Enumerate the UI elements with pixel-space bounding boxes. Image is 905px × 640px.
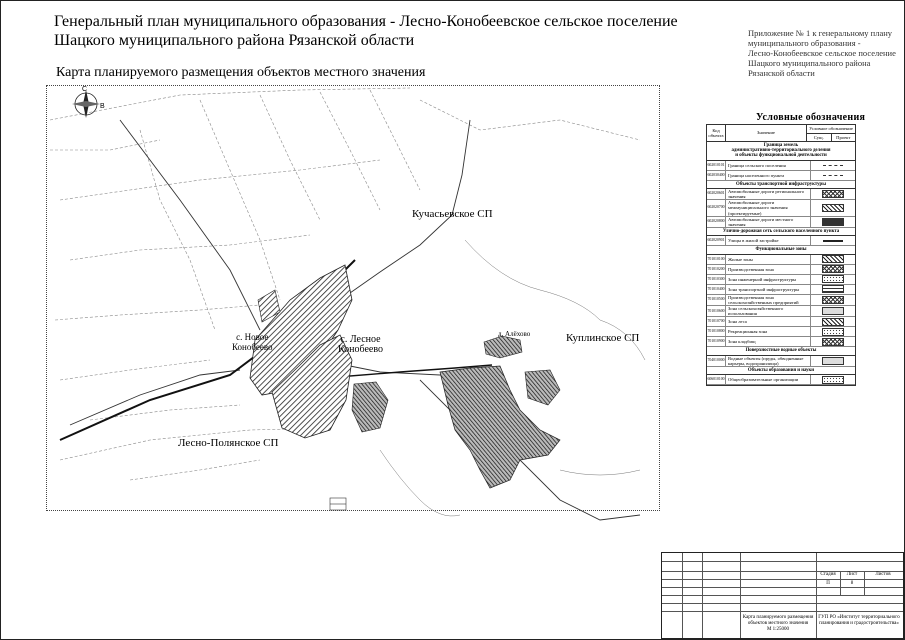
legend-swatch xyxy=(822,307,844,315)
stamp-organization: ГУП РО «Институт территориального планирования и градостроительства» xyxy=(818,615,900,626)
legend-code: 606010100 xyxy=(707,375,726,384)
legend-code: 602020700 xyxy=(707,200,726,216)
compass-rose xyxy=(72,90,100,118)
legend-code: 701010200 xyxy=(707,265,726,274)
legend-row xyxy=(707,375,855,385)
legend-row xyxy=(707,236,855,246)
legend-swatch xyxy=(823,175,843,176)
legend-symbol xyxy=(811,306,855,316)
label-novoe-konobeevo: с. Новое Конобеево xyxy=(232,332,273,352)
label-lesnoe-konobeevo: с. Лесное Конобеево xyxy=(338,334,384,355)
legend-code: 704010000 xyxy=(707,356,726,366)
production-zone-small xyxy=(525,370,560,405)
legend-title: Условные обозначения xyxy=(756,112,866,123)
title-block xyxy=(661,552,904,639)
legend-symbol xyxy=(811,275,855,284)
legend-row xyxy=(707,317,855,327)
stamp-stage-value: П xyxy=(826,581,830,586)
legend-swatch xyxy=(822,204,844,212)
legend-label: Зона сельскохозяйственного использования xyxy=(726,306,811,316)
legend-row xyxy=(707,295,855,306)
stamp-stage-label: Стадия xyxy=(820,572,836,577)
legend-swatch xyxy=(822,296,844,304)
legend-table xyxy=(706,124,856,386)
legend-code: 602020800 xyxy=(707,217,726,227)
stamp-sheet-label: Лист xyxy=(846,572,858,577)
production-zone-west xyxy=(352,382,388,432)
legend-symbol xyxy=(811,236,855,245)
legend-row xyxy=(707,327,855,337)
legend-code: 701010600 xyxy=(707,306,726,316)
legend-head-symbol: Условное обозначение xyxy=(807,125,855,134)
legend-code: 701010900 xyxy=(707,337,726,346)
legend-row xyxy=(707,356,855,367)
legend-head-existing: Сущ. xyxy=(807,134,832,141)
legend-section-title: Объекты транспортной инфраструктуры xyxy=(707,181,855,189)
legend-row xyxy=(707,337,855,347)
legend-section-title: Граница земель административно-территориального деления и объекты функциональной деятельности xyxy=(707,142,855,161)
legend-symbol xyxy=(811,200,855,216)
legend-section-title: Улично-дорожная сеть сельского населенного пункта xyxy=(707,228,855,236)
legend-code: 602020601 xyxy=(707,189,726,199)
legend-swatch xyxy=(822,265,844,273)
legend-symbol xyxy=(811,375,855,384)
legend-symbol xyxy=(811,255,855,264)
label-alekhovo: д. Алёхово xyxy=(498,330,531,338)
legend-swatch xyxy=(822,328,844,336)
legend-head-meaning: Значение xyxy=(726,125,807,141)
legend-label: Зона инженерной инфраструктуры xyxy=(726,275,811,284)
legend-section-title: Объекты образования и науки xyxy=(707,367,855,375)
legend-code: 701010400 xyxy=(707,285,726,294)
legend-row xyxy=(707,217,855,228)
legend-label: Автомобильные дороги межмуниципального значения (проектируемые) xyxy=(726,200,811,216)
legend-code: 701010300 xyxy=(707,275,726,284)
legend-code: 602030400 xyxy=(707,171,726,180)
legend-symbol xyxy=(811,327,855,336)
legend-section-title: Функциональные зоны xyxy=(707,246,855,254)
cemetery-south xyxy=(330,498,346,510)
legend-swatch xyxy=(823,240,843,242)
label-kuchasyevskoe: Кучасьевское СП xyxy=(412,208,493,220)
legend-label: Автомобильные дороги местного значения xyxy=(726,217,811,227)
legend-section-title: Поверхностные водные объекты xyxy=(707,347,855,355)
legend-code: 701010500 xyxy=(707,295,726,305)
legend-label: Зона транспортной инфраструктуры xyxy=(726,285,811,294)
legend-head-project: Проект xyxy=(836,134,851,140)
settlement-boundary xyxy=(70,120,640,520)
legend-swatch xyxy=(822,255,844,263)
stamp-sheets-label: Листов xyxy=(875,572,891,577)
legend-code: 701010100 xyxy=(707,255,726,264)
production-zone-alekhovo xyxy=(484,336,522,358)
legend-symbol xyxy=(811,285,855,294)
legend-code: 701010800 xyxy=(707,327,726,336)
stamp-sheet-value: 8 xyxy=(850,581,854,586)
legend-code: 701010700 xyxy=(707,317,726,326)
legend-swatch xyxy=(822,318,844,326)
legend-label: Производственная зона xyxy=(726,265,811,274)
legend-code: 602020901 xyxy=(707,236,726,245)
legend-symbol xyxy=(811,265,855,274)
legend-label: Зона леса xyxy=(726,317,811,326)
sheet-title: Генеральный план муниципального образования - Лесно-Конобеевское сельское поселение Шацкого муниципального района Рязанской области xyxy=(54,13,678,49)
appendix-note: Приложение № 1 к генеральному плану муниципального образования - Лесно-Конобеевское сельское поселение Шацкого муниципального района Рязанской области xyxy=(748,28,896,78)
legend-label: Граница сельского поселения xyxy=(726,161,811,170)
legend-label: Зона кладбищ xyxy=(726,337,811,346)
legend-head-code: Код объекта xyxy=(707,125,726,141)
legend-symbol xyxy=(811,217,855,227)
legend-row xyxy=(707,171,855,181)
legend-symbol xyxy=(811,171,855,180)
label-lesno-polyanskoe: Лесно-Полянское СП xyxy=(178,437,279,449)
legend-swatch xyxy=(822,338,844,346)
legend-swatch xyxy=(822,218,844,226)
legend-label: Граница населенного пункта xyxy=(726,171,811,180)
label-kulinskoe: Куплинское СП xyxy=(566,332,640,344)
legend-row xyxy=(707,255,855,265)
legend-swatch xyxy=(822,275,844,283)
legend-label: Общеобразовательные организации xyxy=(726,375,811,384)
stamp-caption: Карта планируемого размещения объектов местного значения М 1:25000 xyxy=(742,615,814,632)
legend-symbol xyxy=(811,295,855,305)
compass-north-label: С xyxy=(82,86,88,93)
legend-swatch xyxy=(823,165,843,166)
legend-row xyxy=(707,306,855,317)
legend-header xyxy=(707,125,855,142)
legend-swatch xyxy=(822,376,844,384)
legend-label: Жилые зоны xyxy=(726,255,811,264)
legend-label: Рекреационная зона xyxy=(726,327,811,336)
legend-swatch xyxy=(822,190,844,198)
legend-row xyxy=(707,189,855,200)
legend-row xyxy=(707,285,855,295)
compass-east-label: В xyxy=(100,103,105,110)
legend-swatch xyxy=(822,357,844,365)
legend-symbol xyxy=(811,337,855,346)
map-caption: Карта планируемого размещения объектов местного значения xyxy=(56,65,426,80)
legend-row xyxy=(707,275,855,285)
legend-symbol xyxy=(811,356,855,366)
legend-label: Производственная зона сельскохозяйственных предприятий xyxy=(726,295,811,305)
legend-label: Водные объекты (пруды, обводненные карьеры, водохранилища) xyxy=(726,356,811,366)
legend-row xyxy=(707,161,855,171)
legend-symbol xyxy=(811,161,855,170)
legend-symbol xyxy=(811,189,855,199)
legend-code: 602010101 xyxy=(707,161,726,170)
legend-label: Улицы в жилой застройке xyxy=(726,236,811,245)
legend-label: Автомобильные дороги регионального значения xyxy=(726,189,811,199)
legend-row xyxy=(707,265,855,275)
legend-row xyxy=(707,200,855,217)
legend-swatch xyxy=(822,285,844,293)
legend-symbol xyxy=(811,317,855,326)
